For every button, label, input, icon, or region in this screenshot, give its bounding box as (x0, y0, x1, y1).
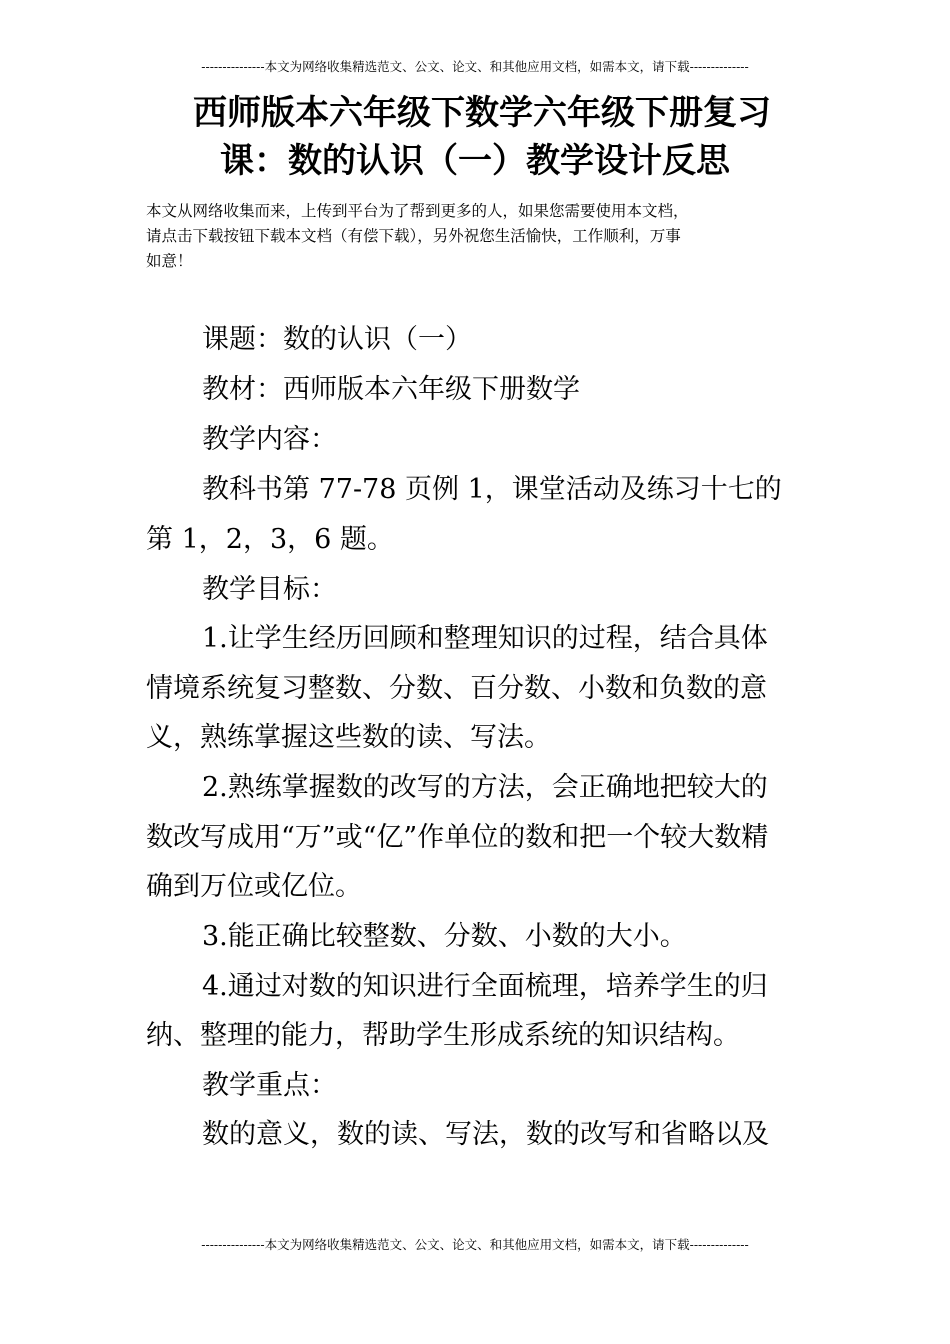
goal-3-line: 3.能正确比较整数、分数、小数的大小。 (202, 921, 687, 952)
goal-1-line: 义，熟练掌握这些数的读、写法。 (146, 722, 551, 753)
lesson-topic: 课题：数的认识（一） (202, 324, 472, 355)
header-banner: ---------------本文为网络收集精选范文、公文、论文、和其他应用文档，如需本文，请下载-------------- (201, 59, 749, 74)
document-title-line-2: 课：数的认识（一）教学设计反思 (220, 141, 730, 181)
goal-4-line: 纳、整理的能力，帮助学生形成系统的知识结构。 (146, 1020, 740, 1051)
goal-2-line: 2.熟练掌握数的改写的方法，会正确地把较大的 (202, 772, 768, 803)
goal-1-line: 情境系统复习整数、分数、百分数、小数和负数的意 (146, 673, 767, 704)
intro-line-1: 本文从网络收集而来，上传到平台为了帮到更多的人，如果您需要使用本文档， (146, 202, 689, 220)
goal-2-line: 确到万位或亿位。 (146, 871, 362, 902)
intro-line-3: 如意！ (146, 252, 193, 270)
teaching-content-heading: 教学内容： (202, 424, 337, 455)
goal-4-line: 4.通过对数的知识进行全面梳理，培养学生的归 (202, 971, 768, 1002)
goal-2-line: 数改写成用“万”或“亿”作单位的数和把一个较大数精 (146, 822, 769, 853)
footer-banner: ---------------本文为网络收集精选范文、公文、论文、和其他应用文档，如需本文，请下载-------------- (201, 1237, 749, 1252)
teaching-focus-heading: 教学重点： (202, 1070, 337, 1101)
teaching-goals-heading: 教学目标： (202, 574, 337, 605)
teaching-content-line: 教科书第 77-78 页例 1，课堂活动及练习十七的 (202, 474, 782, 505)
intro-line-2: 请点击下载按钮下载本文档（有偿下载），另外祝您生活愉快，工作顺利，万事 (146, 227, 681, 245)
teaching-content-line: 第 1，2，3，6 题。 (146, 524, 394, 555)
teaching-focus-line: 数的意义，数的读、写法，数的改写和省略以及 (202, 1119, 769, 1150)
document-title-line-1: 西师版本六年级下数学六年级下册复习 (193, 93, 771, 133)
textbook-info: 教材：西师版本六年级下册数学 (202, 374, 580, 405)
goal-1-line: 1.让学生经历回顾和整理知识的过程，结合具体 (202, 623, 768, 654)
